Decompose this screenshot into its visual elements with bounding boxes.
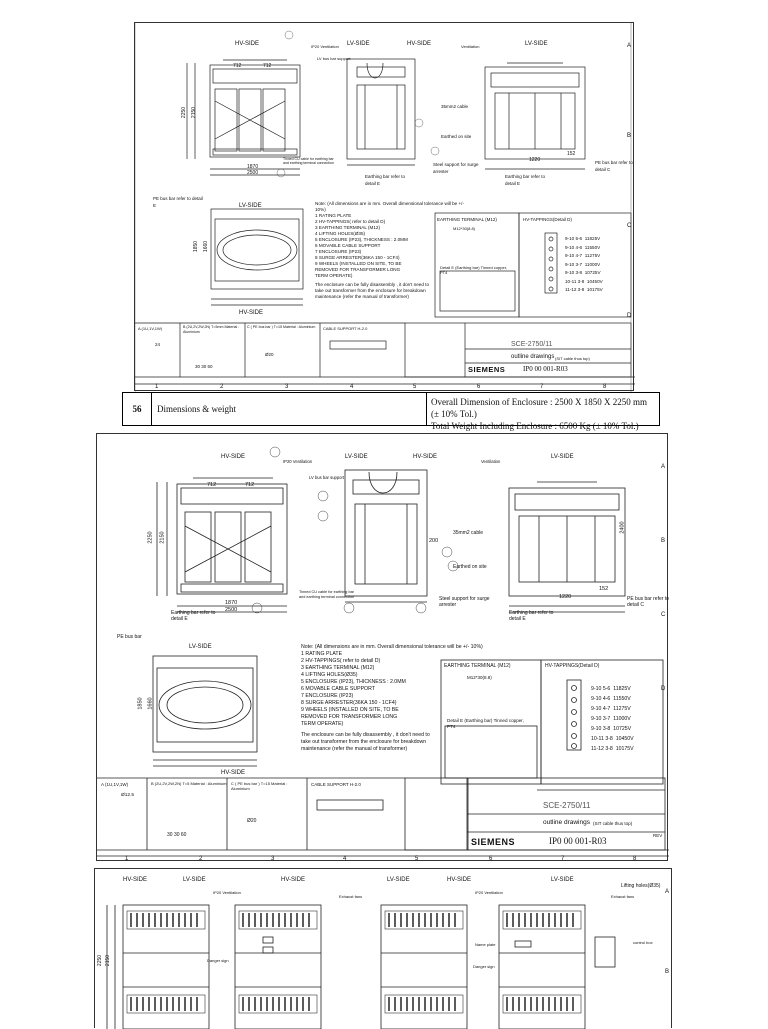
cable-support-label: CABLE SUPPORT H-2.0 — [323, 326, 368, 331]
callout-pe-bus-bar-right: PE bus bar refer to detail C — [627, 596, 669, 608]
dim-712-a: 712 — [233, 63, 242, 69]
note-item: REMOVED FOR TRANSFORMER LONG — [315, 267, 401, 272]
col-number: 4 — [343, 856, 347, 862]
dim-2500: 2500 — [247, 170, 259, 176]
callout-earthing-bar-left: Earthing bar refer to detail E — [365, 174, 406, 186]
view-label-lv-mid: LV-SIDE — [347, 41, 370, 47]
detail-b-dims: 30 30 60 — [167, 832, 187, 838]
view-label-hv-left: HV-SIDE — [235, 41, 260, 47]
view-label-lv-right: LV-SIDE — [525, 41, 548, 47]
view-label-lv-3: LV-SIDE — [551, 877, 574, 883]
col-number: 3 — [285, 384, 289, 390]
dim-1850: 1850 — [137, 697, 144, 710]
spec-row-number: 56 — [123, 393, 152, 425]
taps-table — [591, 684, 634, 754]
col-number: 1 — [125, 856, 129, 862]
view-label-hv-mid: HV-SIDE — [407, 41, 432, 47]
note-item: 1 RATING PLATE — [301, 651, 343, 657]
spec-row-label: Dimensions & weight — [151, 393, 427, 425]
row-letter: C — [661, 612, 666, 618]
callout-earthed-on-site: Earthed on site — [453, 564, 487, 570]
dim-712-b: 712 — [245, 482, 255, 488]
cable-support-label: CABLE SUPPORT H-2.0 — [311, 782, 361, 787]
tap-row: 9-10 4-7 11275V — [591, 706, 631, 712]
tap-row: 10-11 3-8 10450V — [591, 736, 634, 742]
callout-danger-sign-a: Danger sign — [207, 958, 229, 963]
note-item: 9 WHEELS (INSTALLED ON SITE, TO BE — [315, 261, 402, 266]
drawing-sheet-3 — [94, 868, 672, 1028]
detail-b-dims: 30 30 60 — [195, 364, 213, 369]
callout-exhaust-fans-b: Exhaust fans — [611, 894, 635, 899]
notes-footer: The enclosure can be fully disassembly , it don't need to take out transformer from the enclosure for breakdown maintenance (refer the manual of transformer) — [315, 282, 429, 299]
tap-row: 9-10 4-6 11550V — [591, 696, 631, 702]
detail-a-label: A (1U,1V,1W) — [138, 326, 163, 331]
callout-danger-sign-b: Danger sign — [473, 964, 495, 969]
callout-ip20-ventilation: IP20 Ventilation — [283, 459, 313, 464]
drawing-sheet-2 — [96, 433, 668, 861]
col-number: 5 — [413, 384, 417, 390]
view-label-lv-1: LV-SIDE — [183, 877, 206, 883]
earthing-terminal-sub: M12*30(8.8) — [453, 226, 476, 231]
dim-1850: 1850 — [193, 240, 200, 253]
earthing-terminal-sub: M12*30(8.8) — [467, 675, 492, 680]
dim-1870: 1870 — [247, 164, 259, 170]
callout-earthing-bar-right: Earthing bar refer to detail E — [505, 174, 546, 186]
note-item: 4 LIFTING HOLES(Ø35) — [315, 231, 366, 236]
dim-1220: 1220 — [529, 157, 541, 163]
title-subject: outline drawings — [511, 354, 555, 360]
dim-2150: 2150 — [159, 531, 166, 544]
row-letter: D — [661, 686, 666, 692]
note-item: 6 MOVABLE CABLE SUPPORT — [301, 686, 375, 692]
callout-ip20-ventilation: IP20 Ventilation — [311, 44, 339, 49]
dim-2250: 2250 — [181, 106, 188, 119]
notes-footer: The enclosure can be fully disassembly , it don't need to take out transformer from the enclosure for breakdown maintenance (refer the manual of transformer) — [301, 732, 430, 752]
row-letter: B — [665, 969, 670, 975]
tap-row: 11-12 3-8 10175V — [591, 746, 634, 752]
note-item: 1 RATING PLATE — [315, 213, 352, 218]
view-label-hv-plan: HV-SIDE — [221, 770, 246, 776]
spec-total-weight: Total Weight Including Enclosure : 6500 Kg (± 10% Tol.) — [431, 421, 639, 431]
tap-row: 9-10 5-6 11825V — [565, 236, 601, 241]
note-item: 9 WHEELS (INSTALLED ON SITE, TO BE — [301, 707, 399, 713]
detail-a-dims: Ø12.5 — [121, 793, 135, 798]
dim-152: 152 — [567, 151, 576, 157]
spec-table-row — [122, 392, 660, 431]
note-item: 6 MOVABLE CABLE SUPPORT — [315, 243, 381, 248]
col-number: 4 — [350, 384, 354, 390]
notes-title: Note: (All dimensions are in mm. Overall dimensional tolerance will be +/- 10%) — [315, 201, 464, 212]
drawing-number: IP0 00 001-R03 — [549, 836, 607, 846]
title-subject-note: (SIT cable thus top) — [593, 821, 633, 826]
detail-e-label: Detail E (Earthing bar) Tinned copper, PT4 — [447, 718, 524, 729]
dim-1660: 1660 — [203, 240, 210, 253]
col-number: 7 — [561, 856, 565, 862]
dim-712-a: 712 — [207, 482, 217, 488]
dim-2500: 2500 — [225, 607, 238, 613]
dim-2250: 2250 — [147, 531, 154, 544]
title-project: SCE-2750/11 — [511, 341, 553, 348]
title-project: SCE-2750/11 — [543, 801, 591, 810]
view-label-lv-plan: LV-SIDE — [239, 203, 262, 209]
drawing-number: IP0 00 001-R03 — [523, 365, 568, 373]
title-subject: outline drawings — [543, 819, 590, 826]
spec-overall-dimension: Overall Dimension of Enclosure : 2500 X 1850 X 2250 mm (± 10% Tol.) — [431, 397, 647, 419]
detail-a-label: A (1U,1V,1W) — [101, 782, 129, 787]
col-number: 1 — [155, 384, 159, 390]
callout-earthed-on-site: Earthed on site — [441, 134, 472, 139]
callout-tinned-cu-cable: Tinned CU cable for earthing bar and earthing terminal connection — [299, 590, 355, 599]
callout-earthing-bar-left: Earthing bar refer to detail E — [171, 610, 216, 622]
dim-2400: 2400 — [619, 521, 626, 534]
dim-2150: 2150 — [105, 954, 112, 967]
callout-lv-bus-support: LV bus bar support — [309, 475, 345, 480]
dim-200: 200 — [429, 538, 439, 544]
view-label-hv-mid: HV-SIDE — [413, 454, 438, 460]
view-label-hv-plan: HV-SIDE — [239, 310, 264, 316]
row-letter: D — [627, 313, 632, 319]
note-item: REMOVED FOR TRANSFORMER LONG — [301, 714, 398, 720]
tap-row: 10-11 3-8 10450V — [565, 278, 603, 284]
detail-a-dims: 24 — [155, 342, 161, 347]
dim-1870: 1870 — [225, 600, 238, 606]
dim-152: 152 — [599, 586, 609, 592]
callout-steel-support: Steel support for surge arrester — [433, 162, 479, 174]
tap-row: 11-12 3-8 10175V — [565, 287, 603, 292]
dim-2250: 2250 — [97, 954, 104, 967]
callout-lv-bus-support: LV bus bar support — [317, 56, 351, 61]
note-item: 5 ENCLOSURE (IP23), THICKNESS : 2.0MM — [315, 237, 408, 242]
earthing-terminal-title: EARTHING TERMINAL (M12) — [437, 217, 497, 222]
col-number: 3 — [271, 856, 275, 862]
callout-steel-support: Steel support for surge arrester — [439, 596, 490, 608]
note-item: 2 HV-TAPPINGS( refer to detail D) — [315, 219, 386, 224]
callout-35mm2-cable: 35mm2 cable — [453, 530, 484, 536]
callout-pe-bus-bar-right: PE bus bar refer to detail C — [595, 160, 633, 172]
note-item: 8 SURGE ARRESTER(36KA 150 - 1CF4) — [315, 255, 400, 260]
callout-name-plate: Name plate — [475, 942, 496, 947]
detail-e-label: Detail E (Earthing bar) Tinned copper, PT4 — [440, 265, 507, 275]
callout-control-box: control box — [633, 940, 653, 945]
col-number: 2 — [220, 384, 224, 390]
row-letter: C — [627, 223, 632, 229]
detail-c-dims: Ø20 — [247, 818, 257, 824]
detail-c-label: C ( PE bus bar ) T=15 Material : Aluminium — [231, 781, 288, 791]
note-item: 4 LIFTING HOLES(Ø35) — [301, 672, 358, 678]
detail-b-label: B (2U,2V,2W,2N) T=5mm Material : Aluminium — [183, 325, 240, 334]
note-item: 2 HV-TAPPINGS( refer to detail D) — [301, 658, 381, 664]
note-item: TERM OPERATE) — [315, 273, 353, 278]
view-label-lv-2: LV-SIDE — [387, 877, 410, 883]
drawing-sheet-1 — [134, 22, 634, 391]
note-item: 8 SURGE ARRESTER(36KA 150 - 1CF4) — [301, 700, 397, 706]
callout-ventilation: Ventilation — [481, 459, 501, 464]
note-item: 5 ENCLOSURE (IP23), THICKNESS : 2.0MM — [301, 679, 406, 685]
detail-c-label: C ( PE bus bar ) T=15 Material : Aluminium — [247, 325, 316, 329]
title-subject-note: (SIT cable thus top) — [555, 356, 590, 361]
row-letter: B — [661, 538, 666, 544]
col-number: 6 — [489, 856, 493, 862]
col-number: 2 — [199, 856, 203, 862]
note-item: 7 ENCLOSURE (IP23) — [301, 693, 354, 699]
detail-c-dims: Ø20 — [265, 352, 274, 357]
view-label-lv-right: LV-SIDE — [551, 454, 574, 460]
tap-row: 9-10 4-7 11275V — [565, 253, 601, 258]
callout-ip20-ventilation-a: IP20 Ventilation — [213, 890, 241, 895]
note-item: 3 EARTHING TERMINAL (M12) — [315, 225, 381, 230]
row-letter: A — [665, 889, 670, 895]
tap-row: 9-10 3-7 11000V — [565, 261, 601, 267]
col-number: 8 — [603, 384, 607, 390]
dim-2150: 2150 — [191, 106, 198, 119]
dim-1660: 1660 — [147, 697, 154, 710]
col-number: 5 — [415, 856, 419, 862]
callout-ventilation: Ventilation — [461, 44, 480, 49]
dim-712-b: 712 — [263, 63, 272, 69]
callout-pe-bus-bar-left: PE bus bar refer to detail E — [153, 196, 203, 208]
view-label-hv-3: HV-SIDE — [447, 877, 472, 883]
notes-title: Note: (All dimensions are in mm. Overall dimensional tolerance will be +/- 10%) — [301, 644, 483, 650]
siemens-logo: SIEMENS — [468, 365, 506, 374]
title-rev: REV — [653, 833, 663, 838]
view-label-hv-2: HV-SIDE — [281, 877, 306, 883]
view-label-hv-left: HV-SIDE — [221, 454, 246, 460]
taps-title: HV-TAPPINGS(Detail D) — [523, 217, 572, 222]
tap-row: 9-10 3-8 10725V — [591, 726, 632, 732]
callout-ip20-ventilation-b: IP20 Ventilation — [475, 890, 503, 895]
tap-row: 9-10 3-8 10725V — [565, 270, 601, 275]
tap-row: 9-10 5-6 11825V — [591, 686, 631, 692]
note-item: 3 EARTHING TERMINAL (M12) — [301, 665, 375, 671]
taps-title: HV-TAPPINGS(Detail D) — [545, 663, 600, 669]
view-label-lv-plan: LV-SIDE — [189, 644, 212, 650]
note-item: 7 ENCLOSURE (IP23) — [315, 249, 362, 254]
callout-lifting-holes: Lifting holes(Ø35) — [621, 883, 661, 889]
col-number: 8 — [633, 856, 637, 862]
callout-earthing-bar-right: Earthing bar refer to detail E — [509, 610, 554, 622]
tap-row: 9-10 3-7 11000V — [591, 716, 631, 722]
siemens-logo: SIEMENS — [471, 837, 516, 847]
view-label-lv-mid: LV-SIDE — [345, 454, 368, 460]
row-letter: A — [627, 43, 632, 49]
callout-exhaust-fans-a: Exhaust fans — [339, 894, 363, 899]
col-number: 6 — [477, 384, 481, 390]
tap-row: 9-10 4-6 11550V — [565, 244, 601, 250]
sheet-3-linework — [95, 869, 673, 1029]
spec-row-value — [427, 393, 659, 431]
callout-pe-bus-bar-left: PE bus bar — [117, 634, 142, 640]
taps-table — [565, 235, 603, 295]
row-letter: B — [627, 133, 632, 139]
detail-b-label: B (2U,2V,2W,2N) T=5 Material : Aluminium — [151, 781, 227, 786]
dim-1220: 1220 — [559, 594, 572, 600]
view-label-hv-1: HV-SIDE — [123, 877, 148, 883]
col-number: 7 — [540, 384, 544, 390]
earthing-terminal-title: EARTHING TERMINAL (M12) — [444, 663, 511, 669]
notes-block — [315, 201, 464, 300]
row-letter: A — [661, 464, 666, 470]
note-item: TERM OPERATE) — [301, 721, 344, 727]
callout-tinned-cu-cable: Tinned CU cable for earthing bar and earthing terminal connection — [283, 157, 334, 165]
callout-35mm2-cable: 35mm2 cable — [441, 104, 469, 109]
